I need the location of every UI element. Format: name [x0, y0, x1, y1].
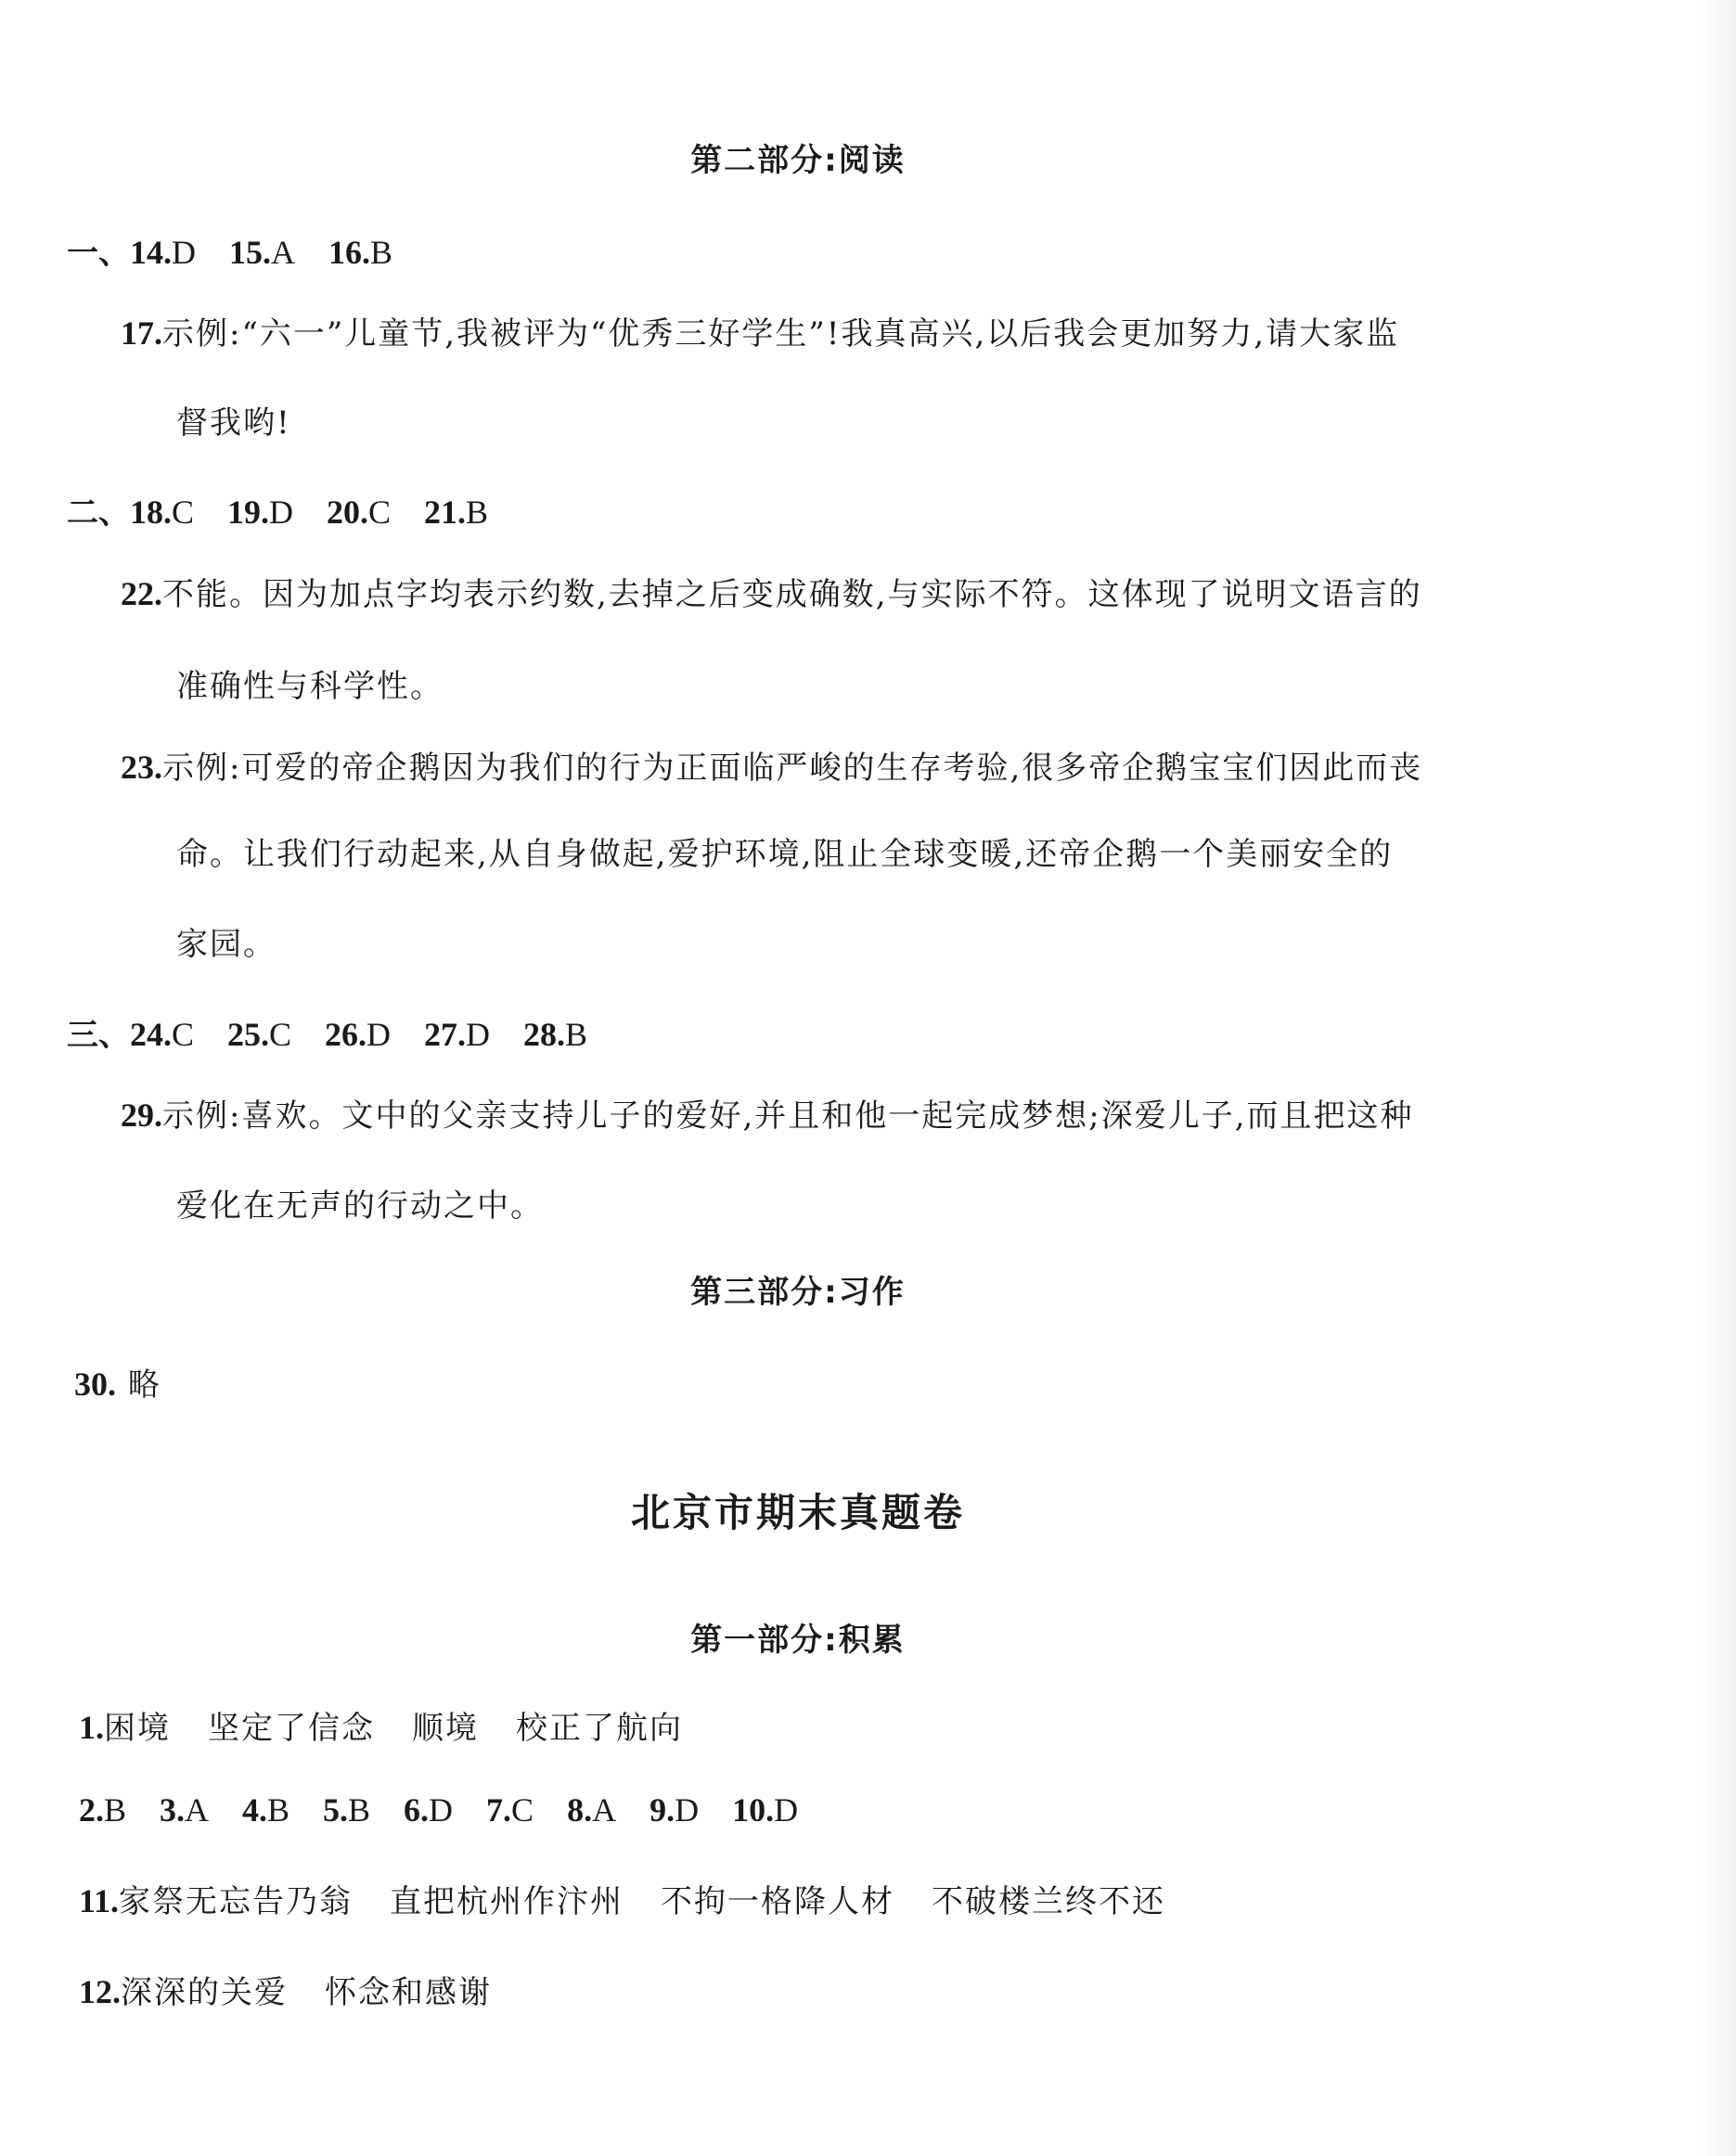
answer-choice: B [370, 234, 393, 271]
answer-choice: D [429, 1791, 454, 1829]
answer-choice: A [592, 1791, 617, 1829]
answer-part: 校正了航向 [516, 1710, 683, 1747]
question-number: 23. [121, 749, 162, 786]
question-number: 22. [121, 575, 162, 612]
question-number: 12. [79, 1973, 121, 2010]
answer-choice: A [271, 234, 295, 271]
question-number: 30. [74, 1366, 116, 1403]
question-number: 20. [327, 494, 369, 531]
group-prefix: 三、 [67, 1017, 130, 1054]
question-number: 11. [79, 1882, 120, 1919]
section-heading-accumulation: 第一部分:积累 [690, 1622, 906, 1659]
answer-choice: B [104, 1791, 127, 1829]
section-heading-reading: 第二部分:阅读 [690, 142, 906, 179]
question-number: 29. [121, 1097, 162, 1134]
question-number: 1. [79, 1709, 104, 1746]
question-number: 3. [160, 1791, 186, 1829]
answer-part: 困境 [104, 1710, 171, 1747]
answer-row-group2 [67, 487, 488, 533]
answer-q22-line2: 准确性与科学性。 [176, 668, 444, 705]
answer-q30 [74, 1359, 161, 1405]
answer-part: 不拘一格降人材 [661, 1883, 895, 1920]
answer-choice: A [185, 1791, 210, 1829]
question-number: 25. [227, 1016, 270, 1053]
question-number: 26. [325, 1016, 367, 1053]
question-number: 5. [323, 1791, 349, 1829]
answer-q12 [79, 1967, 492, 2012]
question-number: 19. [227, 494, 270, 531]
answer-part: 坚定了信念 [208, 1710, 375, 1747]
question-number: 8. [567, 1791, 593, 1829]
question-number: 28. [523, 1016, 566, 1053]
answer-text: 示例:喜欢。文中的父亲支持儿子的爱好,并且和他一起完成梦想;深爱儿子,而且把这种 [162, 1097, 1414, 1135]
page-edge-shadow [1701, 0, 1736, 2156]
answer-q17-line2: 督我哟! [176, 404, 291, 442]
answer-choice: C [269, 1016, 292, 1053]
question-number: 16. [328, 234, 370, 271]
answer-text: 略 [127, 1367, 161, 1404]
answer-row-group3 [67, 1009, 587, 1055]
question-number: 27. [424, 1016, 467, 1053]
answer-part: 顺境 [412, 1710, 479, 1747]
question-number: 21. [424, 494, 467, 531]
answer-choice: D [675, 1791, 700, 1829]
answer-part: 深深的关爱 [121, 1974, 288, 2011]
question-number: 24. [130, 1016, 172, 1053]
answer-q23-line2: 命。让我们行动起来,从自身做起,爱护环境,阻止全球变暖,还帝企鹅一个美丽安全的 [176, 836, 1394, 873]
answer-q22-line1 [121, 569, 1422, 614]
answer-choice: B [267, 1791, 290, 1829]
question-number: 17. [121, 314, 162, 352]
answer-q29-line1 [121, 1090, 1414, 1136]
answer-choice: B [466, 494, 489, 531]
question-number: 2. [79, 1791, 104, 1829]
exam-title: 北京市期末真题卷 [630, 1490, 965, 1535]
answer-choice: D [172, 234, 196, 271]
question-number: 7. [486, 1791, 512, 1829]
question-number: 15. [229, 234, 271, 271]
answer-choice: D [269, 494, 294, 531]
question-number: 9. [649, 1791, 675, 1829]
question-number: 18. [130, 494, 172, 531]
answer-part: 直把杭州作汴州 [390, 1883, 624, 1920]
answer-choice: B [348, 1791, 371, 1829]
answer-text: 示例:可爱的帝企鹅因为我们的行为正面临严峻的生存考验,很多帝企鹅宝宝们因此而丧 [162, 750, 1423, 787]
answer-q29-line2: 爱化在无声的行动之中。 [176, 1187, 544, 1225]
question-number: 4. [242, 1791, 268, 1829]
answer-choice: D [366, 1016, 392, 1053]
answer-choice: C [172, 494, 195, 531]
answer-text: 示例:“六一”儿童节,我被评为“优秀三好学生”!我真高兴,以后我会更加努力,请大家监 [162, 315, 1400, 353]
answer-part: 家祭无忘告乃翁 [119, 1883, 354, 1920]
section-heading-writing: 第三部分:习作 [690, 1274, 906, 1311]
answer-part: 不破楼兰终不还 [932, 1883, 1166, 1920]
answer-q11 [79, 1876, 1165, 1921]
question-number: 14. [130, 234, 172, 271]
question-number: 10. [732, 1791, 775, 1829]
answer-choice: B [565, 1016, 588, 1053]
answer-row-group1 [67, 227, 392, 273]
answer-q23-line1 [121, 742, 1422, 788]
answer-part: 怀念和感谢 [325, 1974, 492, 2011]
answer-text: 不能。因为加点字均表示约数,去掉之后变成确数,与实际不符。这体现了说明文语言的 [162, 576, 1422, 613]
answer-choice: D [774, 1791, 799, 1829]
answer-choice: C [172, 1016, 195, 1053]
answer-q17-line1 [121, 308, 1399, 353]
answer-q1 [79, 1702, 683, 1748]
group-prefix: 一、 [67, 235, 130, 272]
answer-choice: C [511, 1791, 534, 1829]
answer-q23-line3: 家园。 [176, 926, 276, 963]
answer-choice: D [466, 1016, 491, 1053]
answer-row-mc [79, 1790, 798, 1829]
answer-choice: C [368, 494, 392, 531]
group-prefix: 二、 [67, 494, 130, 532]
question-number: 6. [404, 1791, 430, 1829]
